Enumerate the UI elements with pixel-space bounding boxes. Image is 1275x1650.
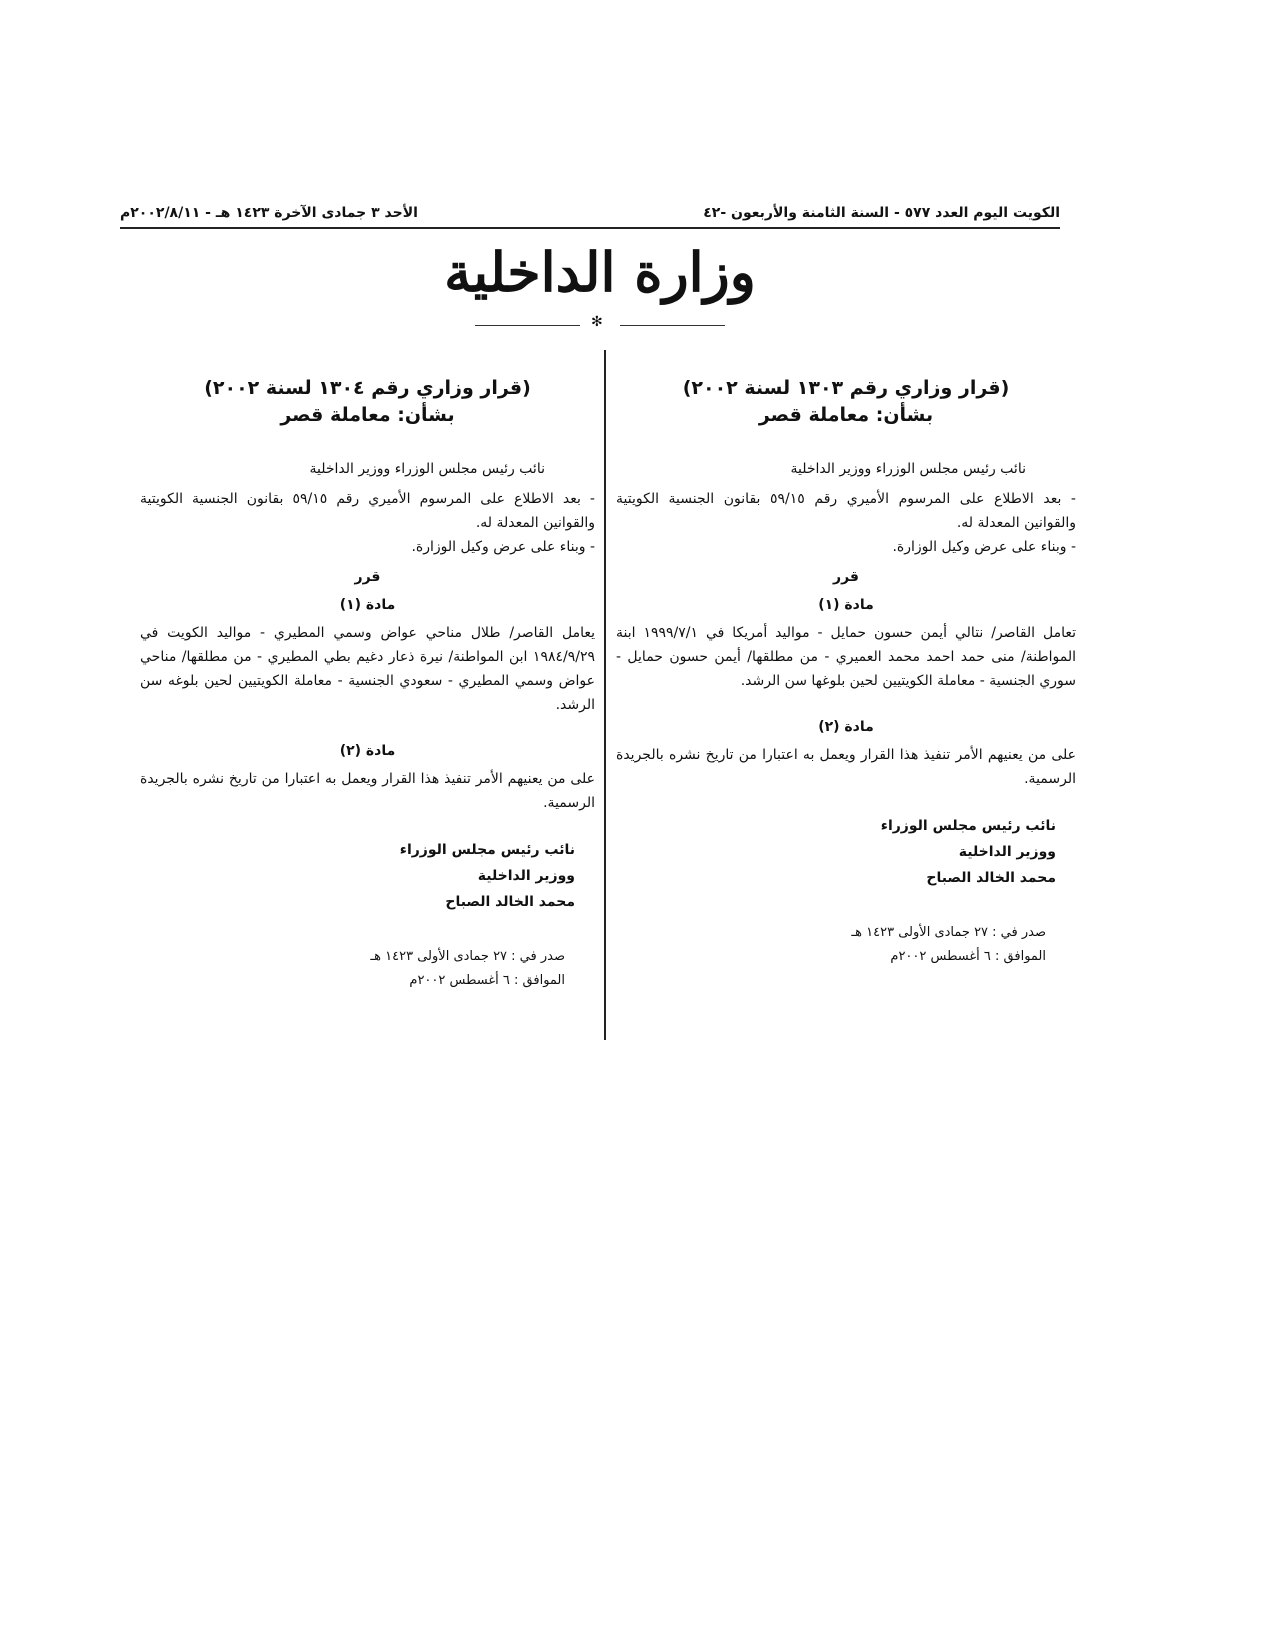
signatory-name: محمد الخالد الصباح bbox=[926, 870, 1056, 886]
basis-clause: - وبناء على عرض وكيل الوزارة. bbox=[411, 539, 595, 555]
decided-heading: قرر bbox=[833, 569, 859, 585]
basis-clause: - بعد الاطلاع على المرسوم الأميري رقم ٥٩/١٥ بقانون الجنسية الكويتية والقوانين المعدلة له. bbox=[140, 491, 595, 531]
article-heading: مادة (١) bbox=[339, 597, 396, 613]
column-divider bbox=[604, 350, 606, 1040]
ornament-line-right bbox=[620, 325, 725, 326]
article-heading: مادة (٢) bbox=[339, 743, 396, 759]
basis-clause: - بعد الاطلاع على المرسوم الأميري رقم ٥٩/١٥ بقانون الجنسية الكويتية والقوانين المعدلة له. bbox=[616, 491, 1076, 531]
signature-block bbox=[140, 837, 595, 915]
decision-subject: بشأن: معاملة قصر bbox=[758, 404, 934, 426]
decision-preamble: نائب رئيس مجلس الوزراء ووزير الداخلية bbox=[309, 461, 545, 477]
issued-gregorian: الموافق : ٦ أغسطس ٢٠٠٢م bbox=[890, 949, 1046, 964]
signatory-title: ووزير الداخلية bbox=[958, 844, 1056, 860]
article-text: على من يعنيهم الأمر تنفيذ هذا القرار ويعمل به اعتبارا من تاريخ نشره بالجريدة الرسمية. bbox=[140, 771, 595, 811]
article-text: يعامل القاصر/ طلال مناحي عواض وسمي المطيري - مواليد الكويت في ١٩٨٤/٩/٢٩ ابن المواطنة/ نيرة ذعار دغيم بطي المطيري - من مطلقها/ مناحي عواض وسمي المطيري - سعودي الجنسية - معاملة الكويتيين لحين بلوغه سن الرشد. bbox=[140, 625, 595, 713]
basis-clause: - وبناء على عرض وكيل الوزارة. bbox=[892, 539, 1076, 555]
article-text: تعامل القاصر/ نتالي أيمن حسون حمايل - مواليد أمريكا في ١٩٩٩/٧/١ ابنة المواطنة/ منى حمد احمد محمد العميري - من مطلقها/ أيمن حسون حمايل - سوري الجنسية - معاملة الكويتيين لحين بلوغها سن الرشد. bbox=[616, 625, 1077, 689]
signatory-title: نائب رئيس مجلس الوزراء bbox=[880, 818, 1056, 834]
issue-date-block bbox=[140, 945, 595, 993]
issued-gregorian: الموافق : ٦ أغسطس ٢٠٠٢م bbox=[409, 973, 565, 988]
ornament-line-left bbox=[475, 325, 580, 326]
article-heading: مادة (٢) bbox=[818, 719, 874, 735]
signatory-name: محمد الخالد الصباح bbox=[445, 894, 575, 910]
decision-1303 bbox=[616, 375, 1076, 969]
signatory-title: ووزير الداخلية bbox=[477, 868, 575, 884]
article-heading: مادة (١) bbox=[818, 597, 874, 613]
issued-hijri: صدر في : ٢٧ جمادى الأولى ١٤٢٣ هـ bbox=[370, 949, 565, 964]
decision-1304 bbox=[140, 375, 595, 993]
signatory-title: نائب رئيس مجلس الوزراء bbox=[399, 842, 575, 858]
issue-line: الكويت اليوم العدد ٥٧٧ - السنة الثامنة والأربعون -٤٢ bbox=[703, 205, 1060, 221]
star-icon: ✻ bbox=[591, 314, 603, 330]
article-text: على من يعنيهم الأمر تنفيذ هذا القرار ويعمل به اعتبارا من تاريخ نشره بالجريدة الرسمية. bbox=[616, 747, 1076, 787]
decision-title: (قرار وزاري رقم ١٣٠٣ لسنة ٢٠٠٢) bbox=[682, 377, 1010, 399]
ministry-title: وزارة الداخلية bbox=[444, 240, 756, 304]
decision-title: (قرار وزاري رقم ١٣٠٤ لسنة ٢٠٠٢) bbox=[204, 377, 531, 399]
date-line: الأحد ٣ جمادى الآخرة ١٤٢٣ هـ - ٢٠٠٢/٨/١١م bbox=[120, 205, 418, 221]
running-header bbox=[120, 205, 1060, 229]
issue-date-block bbox=[616, 921, 1076, 969]
decision-preamble: نائب رئيس مجلس الوزراء ووزير الداخلية bbox=[790, 461, 1026, 477]
decision-subject: بشأن: معاملة قصر bbox=[280, 404, 455, 426]
signature-block bbox=[616, 813, 1076, 891]
title-ornament bbox=[475, 314, 725, 332]
issued-hijri: صدر في : ٢٧ جمادى الأولى ١٤٢٣ هـ bbox=[851, 925, 1046, 940]
decided-heading: قرر bbox=[354, 569, 381, 585]
